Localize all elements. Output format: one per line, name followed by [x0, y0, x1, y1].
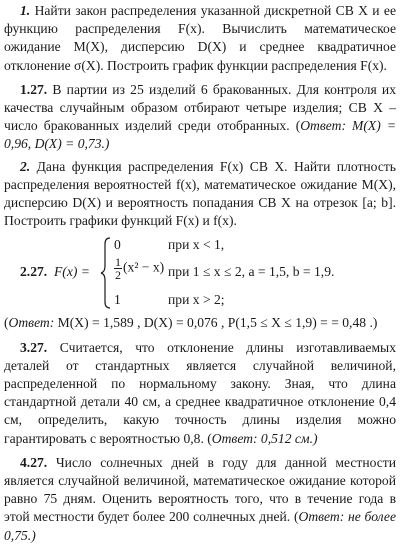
piecewise-function	[4, 236, 396, 310]
answer-label: Ответ:	[8, 315, 55, 331]
problem-text: Считается, что отклонение длины изготавливаемых деталей от стандартных является случайной величиной, распределенной по нормальному закону. Зная, что длина стандартной детали 40 см, а среднее квадратичное отклонение 0,4 см, определить, какую точность длины изделия можно гарантировать с вероятностью 0,8. (	[4, 339, 396, 446]
answer-value: не более 0,75.)	[4, 509, 396, 543]
task-number: 1.	[20, 3, 31, 18]
problem-4-27	[4, 454, 396, 545]
piece-row-1-condition: при x < 1,	[168, 237, 225, 253]
problem-number: 3.27.	[20, 339, 48, 355]
task-text: Найти закон распределения указанной дискретной СВ X и ее функцию распределения F(x). Вычислить математическое ожидание M(X), дисперсию D(X) и среднее квадратичное отклонение σ(X). Построить график функции распределения F(x).	[4, 3, 396, 73]
textbook-page	[4, 2, 396, 545]
task-number: 2.	[20, 158, 31, 174]
piece-row-1-value: 0	[114, 237, 121, 253]
task-1-intro	[4, 2, 396, 75]
piece-row-3-value: 1	[114, 292, 121, 308]
answer-label: Ответ:	[298, 509, 345, 525]
fraction-numerator: 1	[115, 255, 121, 270]
left-brace-icon	[100, 236, 112, 310]
problem-number: 2.27.	[20, 264, 48, 280]
task-text: Дана функция распределения F(x) СВ X. Найти плотность распределения вероятностей f(x), математическое ожидание M(X), дисперсию D(X) и вероятность попадания СВ X на отрезок [a; b]. Построить графики функций F(x) и f(x).	[4, 158, 396, 229]
problem-1-27	[4, 81, 396, 154]
function-lhs: F(x) =	[53, 264, 90, 280]
fraction	[114, 256, 122, 281]
answer-open: (	[4, 315, 9, 331]
problem-3-27	[4, 339, 396, 448]
piece-row-2-expr: (x² − x)	[123, 260, 165, 276]
fraction-denominator: 2	[115, 268, 121, 283]
piece-row-3-condition: при x > 2;	[168, 292, 225, 308]
problem-text: В партии из 25 изделий 6 бракованных. Для контроля их качества случайным образом отбирают четыре изделия; СВ X – число бракованных изделий среди отобранных. (	[4, 81, 396, 134]
answer-value: M(X) = 0,96, D(X) = 0,73.)	[4, 118, 396, 152]
problem-number: 1.27.	[20, 81, 48, 97]
answer-value: 0,512 см.)	[257, 430, 318, 446]
problem-2-27-answer	[4, 314, 396, 332]
piece-row-2-condition: при 1 ≤ x ≤ 2, a = 1,5, b = 1,9.	[168, 264, 335, 280]
answer-label: Ответ:	[211, 430, 258, 446]
answer-value: M(X) = 1,589 , D(X) = 0,076 , P(1,5 ≤ X ≤ 1,9) = = 0,48 .)	[54, 315, 378, 331]
problem-number: 4.27.	[20, 454, 48, 470]
piece-row-2-value	[114, 256, 164, 281]
task-2-intro	[4, 158, 396, 231]
problem-text: Число солнечных дней в году для данной местности является случайной величиной, математическое ожидание которой равно 75 дням. Оценить вероятность того, что в течение года в этой местности будет более 200 солнечных дней. (	[4, 454, 396, 525]
answer-label: Ответ:	[300, 118, 346, 134]
